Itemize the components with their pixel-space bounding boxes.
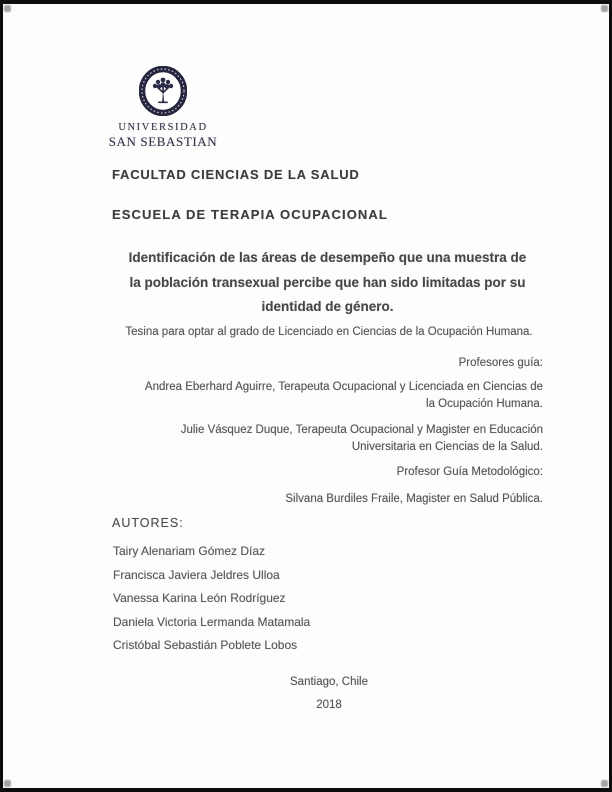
corner-mark-top-right <box>601 5 608 12</box>
corner-mark-bottom-right <box>601 780 608 787</box>
school-name: ESCUELA DE TERAPIA OCUPACIONAL <box>112 207 388 222</box>
university-name-line2: SAN SEBASTIAN <box>108 134 218 149</box>
publication-city: Santiago, Chile <box>290 676 368 688</box>
author-name: Daniela Victoria Lermanda Matamala <box>113 614 311 629</box>
advisors-heading: Profesores guía: <box>458 357 543 369</box>
advisor-2 <box>113 422 543 455</box>
thesis-title-line: identidad de género. <box>261 299 394 314</box>
author-name: Cristóbal Sebastián Poblete Lobos <box>113 638 298 652</box>
method-advisor: Silvana Burdiles Fraile, Magister en Salud Pública. <box>285 493 543 505</box>
degree-note: Tesina para optar al grado de Licenciado en Ciencias de la Ocupación Humana. <box>125 326 533 338</box>
faculty-name: FACULTAD CIENCIAS DE LA SALUD <box>112 167 360 182</box>
advisor-1-line: la Ocupación Humana. <box>426 397 543 410</box>
author-name: Vanessa Karina León Rodríguez <box>113 591 286 605</box>
author-name: Francisca Javiera Jeldres Ulloa <box>113 567 280 582</box>
corner-mark-bottom-left <box>4 780 11 787</box>
thesis-title-line: Identificación de las áreas de desempeño que una muestra de <box>128 250 527 265</box>
thesis-title-line: la población transexual percibe que han sido limitadas por su <box>129 274 526 290</box>
advisor-1 <box>113 379 543 412</box>
university-name-line1: UNIVERSIDAD <box>118 122 208 133</box>
thesis-title <box>117 246 538 320</box>
university-logo <box>107 66 219 150</box>
author-name: Tairy Alenariam Gómez Díaz <box>113 544 266 558</box>
advisor-2-line: Universitaria en Ciencias de la Salud. <box>351 440 543 453</box>
advisor-1-line: Andrea Eberhard Aguirre, Terapeuta Ocupacional y Licenciada en Ciencias de <box>144 381 543 393</box>
university-seal-tree-icon <box>139 66 187 116</box>
authors-heading: AUTORES: <box>112 516 184 530</box>
corner-mark-top-left <box>4 5 11 12</box>
publication-year: 2018 <box>316 699 342 711</box>
advisor-2-line: Julie Vásquez Duque, Terapeuta Ocupacional y Magister en Educación <box>180 424 543 436</box>
method-advisor-heading: Profesor Guía Metodológico: <box>396 466 543 478</box>
author-list <box>113 540 310 658</box>
